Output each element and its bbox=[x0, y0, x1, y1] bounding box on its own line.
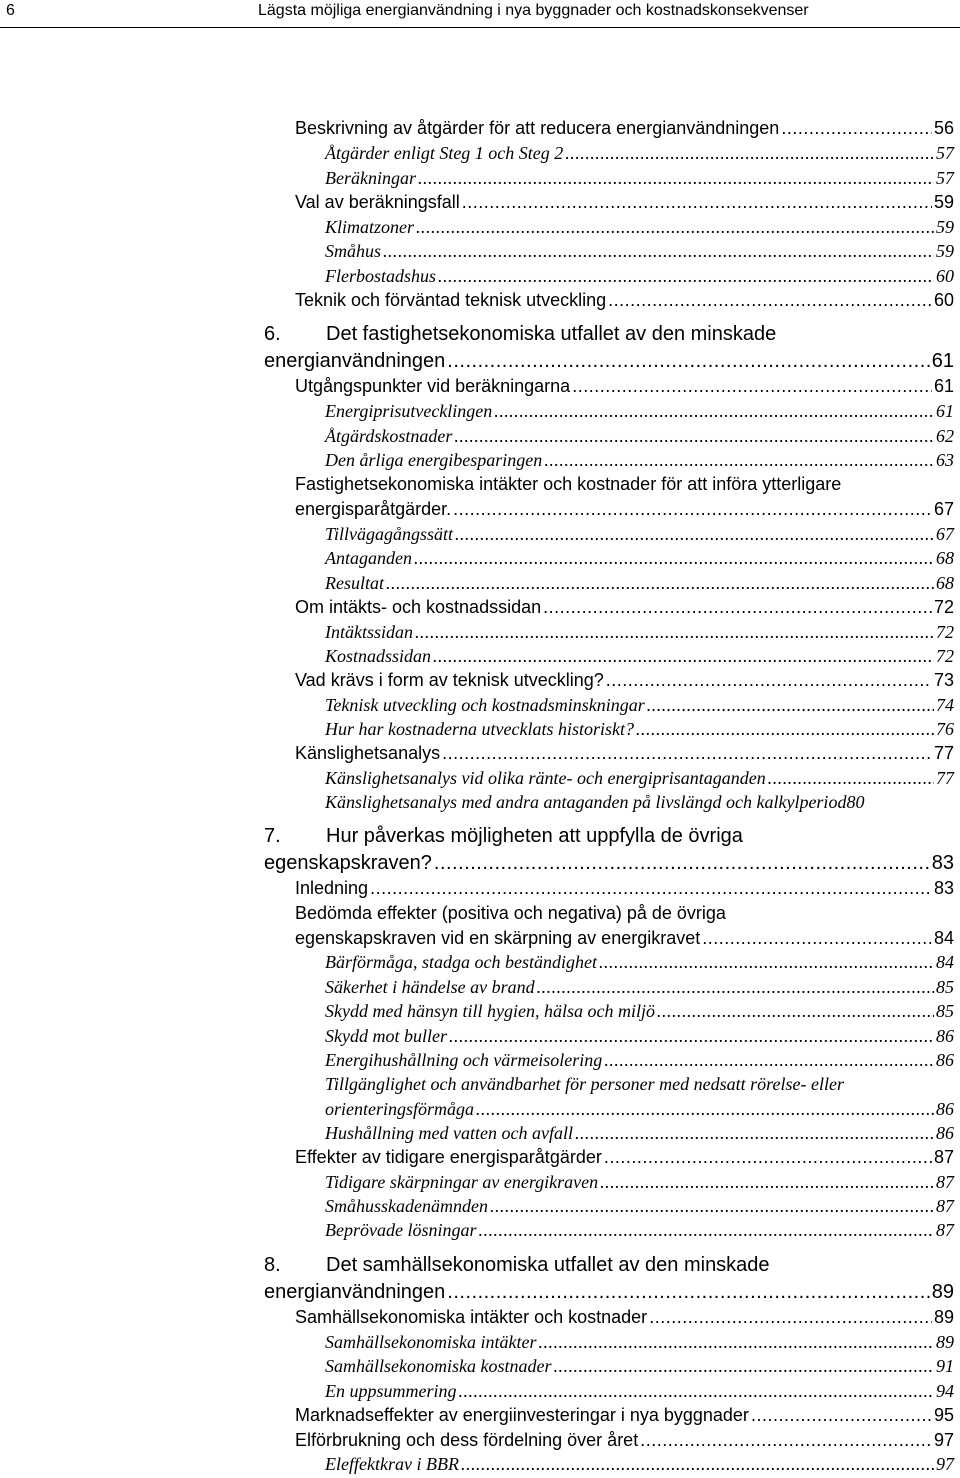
dot-leader bbox=[606, 670, 932, 691]
toc-entry-page: 77 bbox=[936, 768, 954, 788]
toc-entry-title: Vad krävs i form av teknisk utveckling? bbox=[295, 670, 604, 690]
chapter-number: 8. bbox=[264, 1254, 281, 1276]
toc-entry-title: Resultat bbox=[325, 573, 384, 593]
toc-entry-page: 60 bbox=[933, 290, 954, 310]
chapter-number: 6. bbox=[264, 323, 281, 345]
toc-entry-page: 77 bbox=[933, 743, 954, 763]
toc-entry[interactable] bbox=[295, 474, 841, 495]
toc-entry-page: 85 bbox=[936, 1001, 954, 1021]
toc-entry-page: 63 bbox=[936, 450, 954, 470]
toc-entry-title: Beskrivning av åtgärder för att reducera energianvändningen bbox=[295, 118, 780, 138]
dot-leader bbox=[442, 743, 932, 764]
toc-entry-page: 86 bbox=[936, 1099, 954, 1119]
dot-leader bbox=[604, 1050, 934, 1071]
toc-entry[interactable] bbox=[325, 450, 954, 471]
toc-entry[interactable] bbox=[295, 192, 954, 213]
toc-entry-title: Val av beräkningsfall bbox=[295, 192, 460, 212]
toc-entry[interactable] bbox=[325, 1099, 954, 1120]
toc-entry-page: 59 bbox=[936, 241, 954, 261]
dot-leader bbox=[494, 401, 934, 422]
dot-leader bbox=[414, 548, 934, 569]
dot-leader bbox=[538, 1332, 934, 1353]
toc-entry-title: Samhällsekonomiska intäkter och kostnader bbox=[295, 1307, 648, 1327]
toc-entry[interactable] bbox=[295, 903, 726, 924]
toc-entry-title: egenskapskraven? bbox=[264, 852, 432, 874]
toc-entry-title: Elförbrukning och dess fördelning över året bbox=[295, 1430, 639, 1450]
toc-entry-title: Inledning bbox=[295, 878, 369, 898]
toc-entry[interactable] bbox=[325, 719, 954, 740]
dot-leader bbox=[751, 1405, 932, 1426]
toc-entry-title: En uppsummering bbox=[325, 1381, 457, 1401]
toc-entry-title: Känslighetsanalys vid olika ränte- och energiprisantaganden bbox=[325, 768, 766, 788]
dot-leader bbox=[781, 118, 932, 139]
toc-entry-title: Beräkningar bbox=[325, 168, 416, 188]
toc-entry-title: Den årliga energibesparingen bbox=[325, 450, 543, 470]
toc-entry-title: Tillvägagångssätt bbox=[325, 524, 454, 544]
dot-leader bbox=[600, 1172, 934, 1193]
running-header-title: Lägsta möjliga energianvändning i nya byggnader och kostnadskonsekvenser bbox=[258, 2, 809, 19]
toc-entry[interactable] bbox=[325, 548, 954, 569]
toc-entry[interactable] bbox=[295, 670, 954, 691]
toc-entry[interactable] bbox=[325, 1454, 954, 1475]
toc-entry-page: 57 bbox=[936, 168, 954, 188]
toc-entry-title: Flerbostadshus bbox=[325, 266, 437, 286]
toc-entry-title: Det fastighetsekonomiska utfallet av den minskade bbox=[326, 323, 777, 345]
toc-entry[interactable] bbox=[295, 290, 954, 311]
toc-entry-title: Intäktssidan bbox=[325, 622, 413, 642]
toc-entry-page: 87 bbox=[936, 1220, 954, 1240]
toc-entry[interactable] bbox=[325, 1196, 954, 1217]
toc-entry-title: Marknadseffekter av energiinvesteringar i nya byggnader bbox=[295, 1405, 749, 1425]
toc-entry-title: Utgångspunkter vid beräkningarna bbox=[295, 376, 571, 396]
toc-entry[interactable] bbox=[264, 852, 954, 876]
toc-entry-title: Småhus bbox=[325, 241, 382, 261]
toc-entry-page: 89 bbox=[936, 1332, 954, 1352]
toc-entry-page: 89 bbox=[931, 1281, 954, 1303]
toc-entry-title: Beprövade lösningar bbox=[325, 1220, 477, 1240]
toc-entry-page: 57 bbox=[936, 143, 954, 163]
toc-entry[interactable] bbox=[325, 426, 954, 447]
toc-entry-page: 94 bbox=[936, 1381, 954, 1401]
toc-entry-title: Teknisk utveckling och kostnadsminskningar bbox=[325, 695, 645, 715]
dot-leader bbox=[455, 524, 934, 545]
toc-entry-page: 89 bbox=[933, 1307, 954, 1327]
toc-entry-title: Det samhällsekonomiska utfallet av den minskade bbox=[326, 1254, 770, 1276]
toc-entry[interactable] bbox=[325, 1123, 954, 1144]
toc-entry[interactable] bbox=[325, 952, 954, 973]
toc-entry-title: Tillgänglighet och användbarhet för personer med nedsatt rörelse- eller bbox=[325, 1074, 844, 1094]
toc-entry-page: 74 bbox=[936, 695, 954, 715]
toc-entry[interactable] bbox=[325, 622, 954, 643]
page-number: 6 bbox=[6, 2, 15, 19]
toc-entry-title: Bärförmåga, stadga och beständighet bbox=[325, 952, 597, 972]
toc-entry-page: 68 bbox=[936, 548, 954, 568]
toc-entry-title: Säkerhet i händelse av brand bbox=[325, 977, 535, 997]
toc-entry[interactable] bbox=[325, 1381, 954, 1402]
toc-entry-page: 84 bbox=[933, 928, 954, 948]
toc-entry-title: Energiprisutvecklingen bbox=[325, 401, 493, 421]
toc-entry-page: 83 bbox=[933, 878, 954, 898]
toc-entry-page: 59 bbox=[936, 217, 954, 237]
toc-entry-title: Hushållning med vatten och avfall bbox=[325, 1123, 573, 1143]
toc-entry-page: 67 bbox=[936, 524, 954, 544]
toc-entry-title: Kostnadssidan bbox=[325, 646, 432, 666]
toc-entry-title: Skydd med hänsyn till hygien, hälsa och miljö bbox=[325, 1001, 655, 1021]
toc-entry-title: Skydd mot buller bbox=[325, 1026, 447, 1046]
toc-entry-page: 91 bbox=[936, 1356, 954, 1376]
dot-leader bbox=[572, 376, 932, 397]
dot-leader bbox=[649, 1307, 932, 1328]
chapter-heading[interactable] bbox=[326, 1254, 770, 1277]
dot-leader bbox=[447, 1281, 929, 1304]
dot-leader bbox=[447, 350, 929, 373]
toc-entry-title: Småhusskadenämnden bbox=[325, 1196, 488, 1216]
dot-leader bbox=[640, 1430, 932, 1451]
dot-leader bbox=[768, 768, 934, 789]
toc-entry-page: 86 bbox=[936, 1123, 954, 1143]
toc-entry-page: 59 bbox=[933, 192, 954, 212]
dot-leader bbox=[657, 1001, 934, 1022]
toc-entry-title: Klimatzoner bbox=[325, 217, 415, 237]
toc-entry-title: Om intäkts- och kostnadssidan bbox=[295, 597, 542, 617]
toc-entry-title: Åtgärder enligt Steg 1 och Steg 2 bbox=[325, 143, 564, 163]
dot-leader bbox=[438, 266, 934, 287]
toc-entry-page: 61 bbox=[933, 376, 954, 396]
toc-entry[interactable] bbox=[325, 646, 954, 667]
toc-entry-title: Teknik och förväntad teknisk utveckling bbox=[295, 290, 607, 310]
dot-leader bbox=[415, 622, 934, 643]
toc-entry[interactable] bbox=[325, 1172, 954, 1193]
toc-entry-page: 56 bbox=[933, 118, 954, 138]
dot-leader bbox=[433, 646, 934, 667]
toc-entry-title: Känslighetsanalys med andra antaganden på livslängd och kalkylperiod bbox=[325, 792, 847, 812]
toc-entry-page: 80 bbox=[846, 792, 865, 812]
toc-entry-page: 72 bbox=[936, 622, 954, 642]
toc-entry-page: 86 bbox=[936, 1050, 954, 1070]
toc-entry-page: 72 bbox=[936, 646, 954, 666]
toc-entry-title: orienteringsförmåga bbox=[325, 1099, 475, 1119]
toc-entry-page: 87 bbox=[933, 1147, 954, 1167]
toc-entry[interactable] bbox=[295, 878, 954, 899]
dot-leader bbox=[599, 952, 934, 973]
dot-leader bbox=[647, 695, 934, 716]
toc-entry[interactable] bbox=[295, 1147, 954, 1168]
dot-leader bbox=[575, 1123, 934, 1144]
toc-entry[interactable] bbox=[325, 168, 954, 189]
dot-leader bbox=[702, 928, 932, 949]
toc-entry[interactable] bbox=[325, 266, 954, 287]
toc-entry-page: 76 bbox=[936, 719, 954, 739]
chapter-number: 7. bbox=[264, 825, 281, 847]
toc-entry-title: Energihushållning och värmeisolering bbox=[325, 1050, 603, 1070]
dot-leader bbox=[543, 597, 932, 618]
dot-leader bbox=[636, 719, 934, 740]
toc-entry-title: Eleffektkrav i BBR bbox=[325, 1454, 459, 1474]
toc-entry[interactable] bbox=[325, 524, 954, 545]
dot-leader bbox=[604, 1147, 932, 1168]
dot-leader bbox=[383, 241, 934, 262]
chapter-heading[interactable] bbox=[326, 825, 743, 848]
toc-entry[interactable] bbox=[325, 241, 954, 262]
toc-entry-page: 61 bbox=[936, 401, 954, 421]
dot-leader bbox=[454, 426, 934, 447]
dot-leader bbox=[453, 499, 932, 520]
toc-entry-page: 84 bbox=[936, 952, 954, 972]
toc-entry[interactable] bbox=[295, 376, 954, 397]
toc-entry[interactable] bbox=[325, 573, 954, 594]
dot-leader bbox=[544, 450, 934, 471]
toc-entry[interactable] bbox=[295, 118, 954, 139]
toc-entry-title: energisparåtgärder. bbox=[295, 499, 452, 519]
toc-entry[interactable] bbox=[325, 1356, 954, 1377]
toc-entry-title: Samhällsekonomiska kostnader bbox=[325, 1356, 552, 1376]
dot-leader bbox=[553, 1356, 934, 1377]
toc-entry[interactable] bbox=[325, 695, 954, 716]
dot-leader bbox=[490, 1196, 934, 1217]
toc-entry[interactable] bbox=[295, 1405, 954, 1426]
toc-entry-page: 83 bbox=[931, 852, 954, 874]
toc-entry-page: 72 bbox=[933, 597, 954, 617]
toc-entry[interactable] bbox=[325, 1026, 954, 1047]
toc-entry-title: Fastighetsekonomiska intäkter och kostnader för att införa ytterligare bbox=[295, 474, 842, 494]
dot-leader bbox=[370, 878, 932, 899]
dot-leader bbox=[434, 852, 930, 875]
dot-leader bbox=[608, 290, 932, 311]
toc-entry[interactable] bbox=[264, 350, 954, 374]
toc-entry[interactable] bbox=[325, 768, 954, 789]
toc-entry[interactable] bbox=[325, 1332, 954, 1353]
toc-entry[interactable] bbox=[295, 1307, 954, 1328]
toc-entry[interactable] bbox=[264, 1281, 954, 1305]
toc-entry-title: Samhällsekonomiska intäkter bbox=[325, 1332, 537, 1352]
toc-entry-title: Tidigare skärpningar av energikraven bbox=[325, 1172, 599, 1192]
toc-entry[interactable] bbox=[325, 1074, 844, 1095]
toc-entry[interactable] bbox=[295, 499, 954, 520]
dot-leader bbox=[449, 1026, 934, 1047]
dot-leader bbox=[476, 1099, 934, 1120]
dot-leader bbox=[462, 192, 932, 213]
toc-entry[interactable] bbox=[295, 928, 954, 949]
toc-entry-page: 87 bbox=[936, 1196, 954, 1216]
dot-leader bbox=[386, 573, 934, 594]
toc-entry-page: 97 bbox=[936, 1454, 954, 1474]
toc-entry-title: Bedömda effekter (positiva och negativa) på de övriga bbox=[295, 903, 726, 923]
toc-entry-page: 86 bbox=[936, 1026, 954, 1046]
dot-leader bbox=[478, 1220, 934, 1241]
chapter-heading[interactable] bbox=[326, 323, 776, 346]
toc-entry-page: 61 bbox=[931, 350, 954, 372]
toc-entry-page: 73 bbox=[933, 670, 954, 690]
toc-entry-page: 87 bbox=[936, 1172, 954, 1192]
toc-entry[interactable] bbox=[325, 1001, 954, 1022]
dot-leader bbox=[565, 143, 934, 164]
dot-leader bbox=[459, 1381, 935, 1402]
dot-leader bbox=[416, 217, 934, 238]
toc-entry-title: energianvändningen bbox=[264, 350, 446, 372]
toc-entry-page: 68 bbox=[936, 573, 954, 593]
toc-entry[interactable] bbox=[325, 143, 954, 164]
toc-entry-page: 62 bbox=[936, 426, 954, 446]
dot-leader bbox=[418, 168, 934, 189]
toc-entry-page: 67 bbox=[933, 499, 954, 519]
toc-entry-title: Effekter av tidigare energisparåtgärder bbox=[295, 1147, 602, 1167]
toc-entry-title: Antaganden bbox=[325, 548, 412, 568]
toc-entry[interactable] bbox=[295, 743, 954, 764]
toc-entry-title: energianvändningen bbox=[264, 1281, 446, 1303]
toc-entry[interactable] bbox=[325, 217, 954, 238]
toc-entry-page: 85 bbox=[936, 977, 954, 997]
toc-entry[interactable] bbox=[325, 1050, 954, 1071]
toc-entry-title: egenskapskraven vid en skärpning av energikravet bbox=[295, 928, 701, 948]
toc-entry-title: Hur har kostnaderna utvecklats historiskt? bbox=[325, 719, 634, 739]
toc-entry[interactable] bbox=[295, 597, 954, 618]
toc-entry-page: 60 bbox=[936, 266, 954, 286]
toc-entry-page: 97 bbox=[933, 1430, 954, 1450]
toc-entry-title: Känslighetsanalys bbox=[295, 743, 441, 763]
toc-entry[interactable] bbox=[325, 1220, 954, 1241]
toc-entry[interactable] bbox=[325, 792, 954, 813]
toc-entry-title: Åtgärdskostnader bbox=[325, 426, 453, 446]
dot-leader bbox=[537, 977, 934, 998]
toc-entry[interactable] bbox=[295, 1430, 954, 1451]
toc-entry[interactable] bbox=[325, 977, 954, 998]
toc-entry[interactable] bbox=[325, 401, 954, 422]
toc-entry-title: Hur påverkas möjligheten att uppfylla de övriga bbox=[326, 825, 743, 847]
toc-entry-page: 95 bbox=[933, 1405, 954, 1425]
dot-leader bbox=[461, 1454, 934, 1475]
